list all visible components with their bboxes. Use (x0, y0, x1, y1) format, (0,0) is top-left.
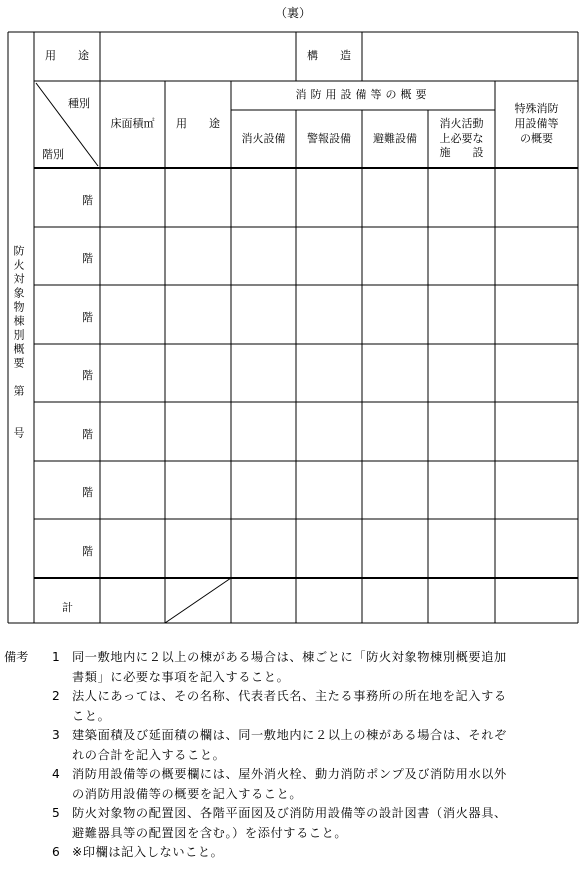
notes-label: 備考 (4, 650, 29, 664)
special-line1: 特殊消防 (514, 102, 559, 116)
floor-type-label: 階別 (42, 148, 64, 161)
firefighting-line1: 消火活動 (439, 116, 484, 130)
note-number: 6 (52, 845, 60, 859)
use-column-header: 用 途 (176, 117, 220, 131)
special-line3: の概要 (520, 131, 553, 145)
note-number: 5 (52, 806, 60, 820)
structure-value[interactable] (362, 32, 578, 81)
use-value[interactable] (100, 32, 296, 81)
note-line: 法人にあっては、その名称、代表者氏名、主たる事務所の所在地を記入する (72, 689, 507, 703)
note-line: 同一敷地内に２以上の棟がある場合は、棟ごとに「防火対象物棟別概要追加 (72, 650, 507, 664)
special-line2: 用設備等 (514, 117, 559, 131)
fire-equipment-group-header: 消防用設備等の概要 (295, 88, 431, 102)
use-label: 用 途 (45, 49, 89, 63)
note-line: 建築面積及び延面積の欄は、同一敷地内に２以上の棟がある場合は、それぞ (72, 728, 507, 742)
floor-area-header: 床面積㎡ (110, 117, 155, 131)
note-number: 3 (52, 728, 60, 742)
firefighting-line2: 上必要な (439, 131, 484, 145)
note-line: の消防用設備等の概要を記入すること。 (72, 786, 303, 801)
fire-extinguishing-header: 消火設備 (241, 131, 286, 145)
floor-row-label: 階 (82, 311, 93, 324)
firefighting-facilities-header (428, 110, 495, 168)
building-summary-side-label: 防火対象物棟別概要 第 号 (12, 245, 25, 441)
note-number: 4 (52, 767, 60, 781)
note-line: 書類」に必要な事項を記入すること。 (72, 669, 290, 684)
floor-row-label: 階 (82, 252, 93, 265)
note-line: れの合計を記入すること。 (72, 747, 226, 762)
floor-row-label: 階 (82, 545, 93, 558)
total-label: 計 (62, 601, 73, 614)
firefighting-line3: 施 設 (439, 146, 484, 160)
page-header: （裏） (274, 6, 311, 20)
note-line: 消防用設備等の概要欄には、屋外消火栓、動力消防ポンプ及び消防用水以外 (72, 767, 507, 781)
note-line: 避難器具等の配置図を含む。）を添付すること。 (72, 825, 348, 840)
floor-row-label: 階 (82, 428, 93, 441)
structure-label: 構 造 (307, 49, 351, 63)
note-line: こと。 (72, 708, 111, 723)
floor-row-label: 階 (82, 486, 93, 499)
special-equipment-header (495, 81, 578, 168)
note-number: 1 (52, 650, 60, 664)
alarm-equipment-header: 警報設備 (307, 131, 351, 145)
note-line: 防火対象物の配置図、各階平面図及び消防用設備等の設計図書（消火器具、 (72, 806, 507, 820)
evacuation-equipment-header: 避難設備 (373, 131, 417, 145)
note-line: ※印欄は記入しないこと。 (72, 845, 224, 859)
note-number: 2 (52, 689, 60, 703)
floor-row-label: 階 (82, 194, 93, 207)
floor-row-label: 階 (82, 369, 93, 382)
type-label: 種別 (68, 97, 90, 110)
